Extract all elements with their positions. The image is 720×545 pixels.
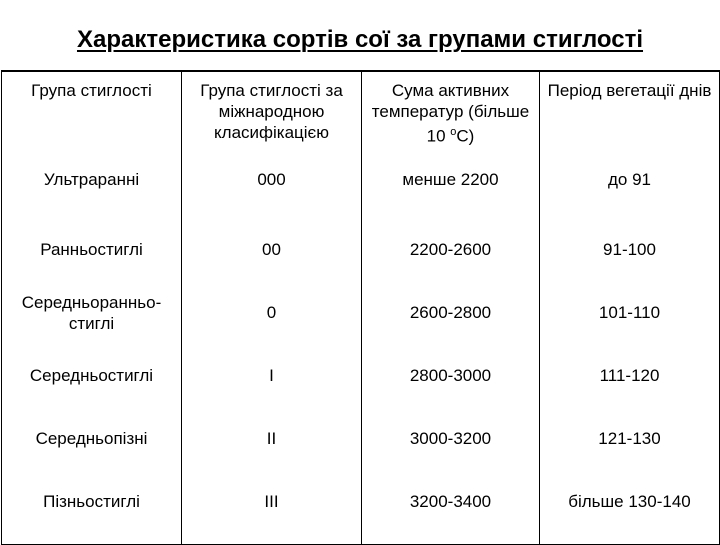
- cell-temperature: 2200-2600: [362, 229, 540, 292]
- table-row: [2, 481, 720, 545]
- cell-period: 111-120: [540, 355, 720, 418]
- cell-period: 91-100: [540, 229, 720, 292]
- table-row: [2, 418, 720, 481]
- table-header-row: [2, 71, 720, 166]
- cell-group: Ультраранні: [2, 166, 182, 229]
- cell-group: Середньостиглі: [2, 355, 182, 418]
- table-row: [2, 292, 720, 355]
- header-active-temperature-sum: [362, 71, 540, 166]
- cell-group: Ранньостиглі: [2, 229, 182, 292]
- cell-period: 121-130: [540, 418, 720, 481]
- header-temp-text: Сума активних температур (більше 10: [371, 81, 530, 146]
- cell-class: 0: [182, 292, 362, 355]
- header-international-class: Група стиглості за міжнародною класифікацією: [182, 71, 362, 166]
- cell-period: більше 130-140: [540, 481, 720, 545]
- header-temp-degree: о: [450, 126, 457, 138]
- cell-group: Середньопізні: [2, 418, 182, 481]
- header-temp-unit: С): [456, 126, 475, 146]
- cell-temperature: 3200-3400: [362, 481, 540, 545]
- table-row: [2, 355, 720, 418]
- cell-temperature: 2600-2800: [362, 292, 540, 355]
- cell-class: I: [182, 355, 362, 418]
- cell-temperature: менше 2200: [362, 166, 540, 229]
- cell-class: 00: [182, 229, 362, 292]
- cell-period: до 91: [540, 166, 720, 229]
- cell-period: 101-110: [540, 292, 720, 355]
- cell-class: 000: [182, 166, 362, 229]
- cell-group: Середньоранньо-стиглі: [2, 292, 182, 355]
- header-maturity-group: Група стиглості: [2, 71, 182, 166]
- maturity-groups-table: [1, 70, 720, 545]
- table-row: [2, 229, 720, 292]
- cell-temperature: 3000-3200: [362, 418, 540, 481]
- header-vegetation-period: Період вегетації днів: [540, 71, 720, 166]
- page-title: Характеристика сортів сої за групами стиглості: [76, 26, 644, 53]
- table-row: [2, 166, 720, 229]
- cell-class: III: [182, 481, 362, 545]
- cell-class: II: [182, 418, 362, 481]
- cell-group: Пізньостиглі: [2, 481, 182, 545]
- cell-temperature: 2800-3000: [362, 355, 540, 418]
